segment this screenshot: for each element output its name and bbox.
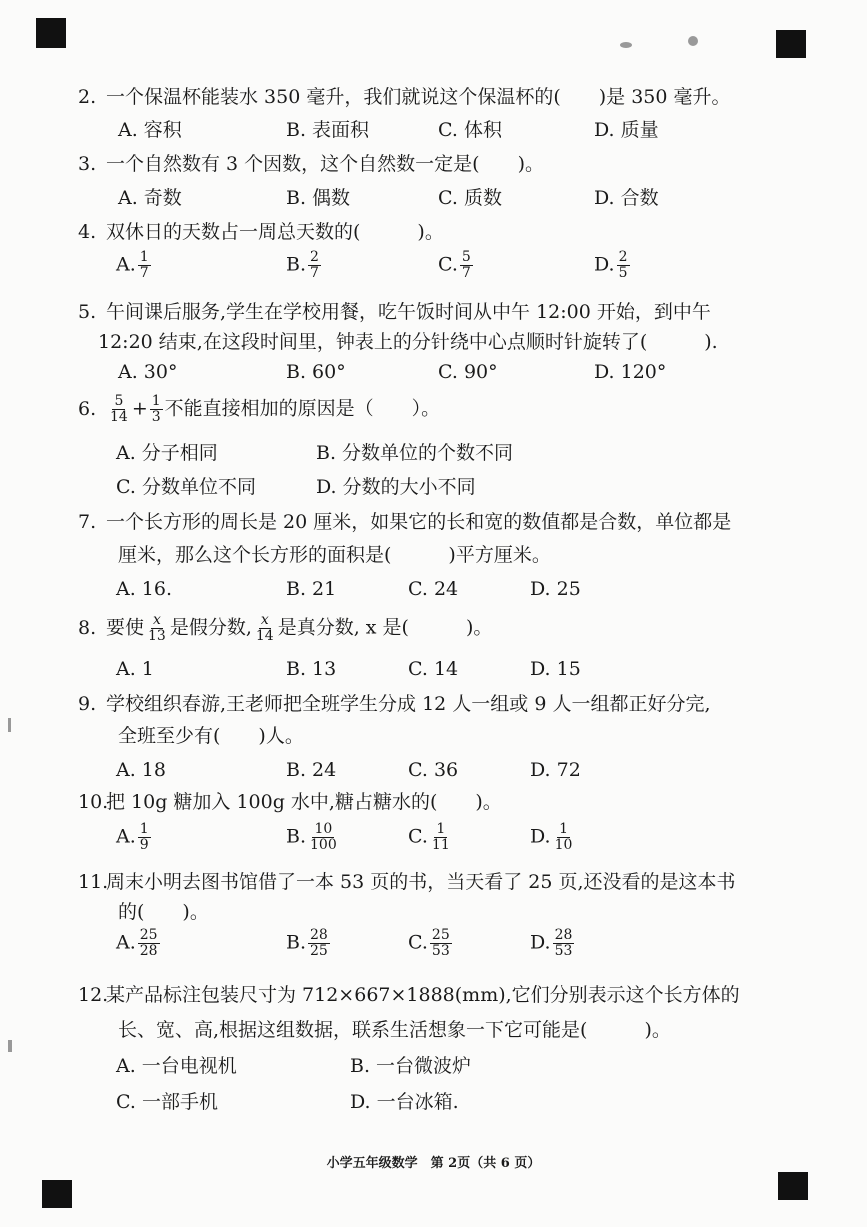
question-text: 是假分数, — [169, 616, 252, 639]
denominator: 53 — [431, 943, 450, 959]
registration-mark-top-right — [776, 30, 806, 58]
option-a: A. 1 — [116, 658, 154, 680]
option-c: C. 一部手机 — [116, 1091, 218, 1113]
option-c — [438, 250, 475, 281]
question-number: 8. — [78, 616, 97, 639]
denominator: 9 — [139, 837, 149, 853]
option-d — [530, 822, 576, 853]
numerator: x — [260, 612, 269, 628]
denominator: 13 — [148, 628, 166, 644]
option-a: A. 容积 — [118, 119, 182, 141]
question-number: 10. — [78, 791, 109, 813]
numerator: 1 — [151, 393, 161, 409]
fraction — [150, 394, 163, 425]
question-3 — [78, 152, 818, 176]
numerator: 25 — [139, 927, 158, 943]
option-letter: C. — [408, 825, 428, 848]
fraction — [138, 928, 160, 959]
question-text: 双休日的天数占一周总天数的( )。 — [106, 221, 444, 243]
fraction — [617, 250, 630, 281]
question-5-continued — [78, 330, 818, 354]
fraction — [553, 928, 575, 959]
option-b — [286, 250, 323, 281]
question-11-continued — [78, 900, 818, 924]
option-b — [286, 822, 341, 853]
option-d: D. 15 — [530, 658, 581, 680]
numerator: 28 — [554, 927, 573, 943]
numerator: 1 — [559, 821, 568, 837]
numerator: 1 — [139, 821, 149, 837]
question-8 — [78, 613, 818, 644]
question-text: 是真分数, x 是( )。 — [277, 616, 493, 639]
question-9 — [78, 692, 818, 716]
option-d: D. 质量 — [594, 119, 659, 141]
option-a: A. 16. — [116, 578, 173, 600]
option-b: B. 偶数 — [286, 187, 351, 209]
denominator: 53 — [554, 943, 573, 959]
denominator: 14 — [110, 409, 128, 425]
numerator: 1 — [436, 821, 446, 837]
option-d — [530, 928, 576, 959]
fraction — [308, 250, 321, 281]
question-11 — [78, 870, 818, 894]
scan-speck — [8, 718, 11, 732]
option-d: D. 25 — [530, 578, 581, 600]
denominator: 28 — [139, 943, 158, 959]
question-9-continued — [78, 724, 818, 748]
question-text: 学校组织春游,王老师把全班学生分成 12 人一组或 9 人一组都正好分完, — [106, 693, 711, 715]
option-a: A. 30° — [118, 361, 178, 383]
option-d: D. 120° — [594, 361, 667, 383]
question-number: 3. — [78, 153, 97, 175]
fraction — [430, 928, 452, 959]
question-number: 11. — [78, 871, 109, 893]
question-number: 9. — [78, 693, 97, 715]
option-letter: C. — [438, 253, 458, 276]
question-5 — [78, 300, 818, 324]
question-number: 6. — [78, 397, 97, 420]
fraction — [138, 250, 151, 281]
question-4 — [78, 220, 818, 244]
option-b: B. 表面积 — [286, 119, 370, 141]
option-letter: D. — [530, 825, 551, 848]
option-d: D. 72 — [530, 759, 581, 781]
question-number: 12. — [78, 984, 109, 1006]
question-text: 一个自然数有 3 个因数，这个自然数一定是( )。 — [106, 153, 544, 175]
option-d: D. 一台冰箱. — [350, 1091, 459, 1113]
option-a: A. 一台电视机 — [116, 1055, 237, 1077]
fraction — [254, 613, 276, 644]
numerator: x — [152, 612, 161, 628]
fraction — [430, 822, 452, 853]
option-c: C. 36 — [408, 759, 459, 781]
option-c — [408, 822, 454, 853]
option-c: C. 质数 — [438, 187, 502, 209]
option-d: D. 合数 — [594, 187, 659, 209]
question-text: 一个长方形的周长是 20 厘米，如果它的长和宽的数值都是合数，单位都是 — [106, 511, 732, 533]
option-b — [286, 928, 332, 959]
denominator: 7 — [461, 265, 471, 281]
question-6 — [78, 394, 818, 425]
option-b: B. 分数单位的个数不同 — [316, 442, 514, 464]
denominator: 5 — [618, 265, 628, 281]
option-letter: A. — [116, 931, 136, 954]
scan-speck — [8, 1040, 12, 1052]
scan-speck — [688, 36, 698, 46]
option-c: C. 24 — [408, 578, 459, 600]
option-letter: B. — [286, 825, 307, 848]
option-c: C. 分数单位不同 — [116, 476, 256, 498]
question-number: 4. — [78, 221, 97, 243]
question-7 — [78, 510, 818, 534]
fraction — [146, 613, 168, 644]
question-text: 把 10g 糖加入 100g 水中,糖占糖水的( )。 — [106, 791, 502, 813]
numerator: 5 — [114, 393, 124, 409]
option-letter: A. — [116, 825, 136, 848]
option-letter: B. — [286, 931, 307, 954]
option-a — [116, 928, 162, 959]
option-a: A. 奇数 — [118, 187, 182, 209]
denominator: 7 — [310, 265, 319, 281]
option-b: B. 13 — [286, 658, 337, 680]
option-b: B. 24 — [286, 759, 337, 781]
question-text: 要使 — [106, 616, 145, 639]
fraction — [553, 822, 575, 853]
question-number: 7. — [78, 511, 97, 533]
scan-speck — [620, 42, 632, 48]
option-c: C. 90° — [438, 361, 498, 383]
numerator: 2 — [310, 249, 319, 265]
numerator: 10 — [314, 821, 333, 837]
denominator: 11 — [431, 837, 450, 853]
registration-mark-top-left — [36, 18, 66, 48]
fraction — [460, 250, 473, 281]
question-text: 某产品标注包装尺寸为 712×667×1888(mm),它们分别表示这个长方体的 — [106, 984, 740, 1006]
question-text: 长、宽、高,根据这组数据，联系生活想象一下它可能是( )。 — [118, 1019, 671, 1041]
option-c: C. 14 — [408, 658, 459, 680]
denominator: 3 — [151, 409, 161, 425]
option-letter: D. — [594, 253, 615, 276]
denominator: 10 — [554, 837, 573, 853]
fraction — [308, 822, 339, 853]
option-a: A. 分子相同 — [116, 442, 218, 464]
fraction — [308, 928, 330, 959]
question-text: 厘米，那么这个长方形的面积是( )平方厘米。 — [118, 544, 551, 566]
option-c: C. 体积 — [438, 119, 502, 141]
registration-mark-bottom-right — [778, 1172, 808, 1200]
question-text: 12:20 结束,在这段时间里，钟表上的分针绕中心点顺时针旋转了( ). — [98, 331, 718, 353]
question-number: 2. — [78, 86, 97, 108]
page-footer: 小学五年级数学 第 2页（共 6 页） — [326, 1156, 541, 1171]
question-7-continued — [78, 543, 818, 567]
option-c — [408, 928, 454, 959]
numerator: 25 — [431, 927, 450, 943]
option-a — [116, 250, 153, 281]
option-letter: D. — [530, 931, 551, 954]
option-letter: C. — [408, 931, 428, 954]
question-text: 全班至少有( )人。 — [118, 725, 304, 747]
option-letter: A. — [116, 253, 136, 276]
fraction — [108, 394, 130, 425]
question-text: 一个保温杯能装水 350 毫升，我们就说这个保温杯的( )是 350 毫升。 — [106, 86, 731, 108]
numerator: 1 — [139, 249, 149, 265]
question-12 — [78, 983, 818, 1007]
denominator: 100 — [310, 837, 337, 853]
denominator: 25 — [310, 943, 328, 959]
question-10 — [78, 790, 818, 814]
denominator: 14 — [255, 628, 274, 644]
question-12-continued — [78, 1018, 818, 1042]
numerator: 28 — [310, 927, 328, 943]
option-a — [116, 822, 153, 853]
option-a: A. 18 — [116, 759, 166, 781]
option-b: B. 一台微波炉 — [350, 1055, 472, 1077]
option-d — [594, 250, 632, 281]
question-text: 午间课后服务,学生在学校用餐，吃午饭时间从中午 12:00 开始，到中午 — [106, 301, 711, 323]
denominator: 7 — [139, 265, 149, 281]
question-text: 不能直接相加的原因是（ ）。 — [164, 397, 441, 420]
question-text: 周末小明去图书馆借了一本 53 页的书，当天看了 25 页,还没看的是这本书 — [106, 871, 736, 893]
option-letter: B. — [286, 253, 307, 276]
option-b: B. 21 — [286, 578, 337, 600]
question-number: 5. — [78, 301, 97, 323]
fraction — [138, 822, 151, 853]
registration-mark-bottom-left — [42, 1180, 72, 1208]
numerator: 2 — [618, 249, 628, 265]
option-b: B. 60° — [286, 361, 346, 383]
option-d: D. 分数的大小不同 — [316, 476, 476, 498]
question-text: 的( )。 — [118, 901, 209, 923]
question-2 — [78, 85, 818, 109]
plus-sign: + — [131, 397, 148, 420]
numerator: 5 — [461, 249, 471, 265]
